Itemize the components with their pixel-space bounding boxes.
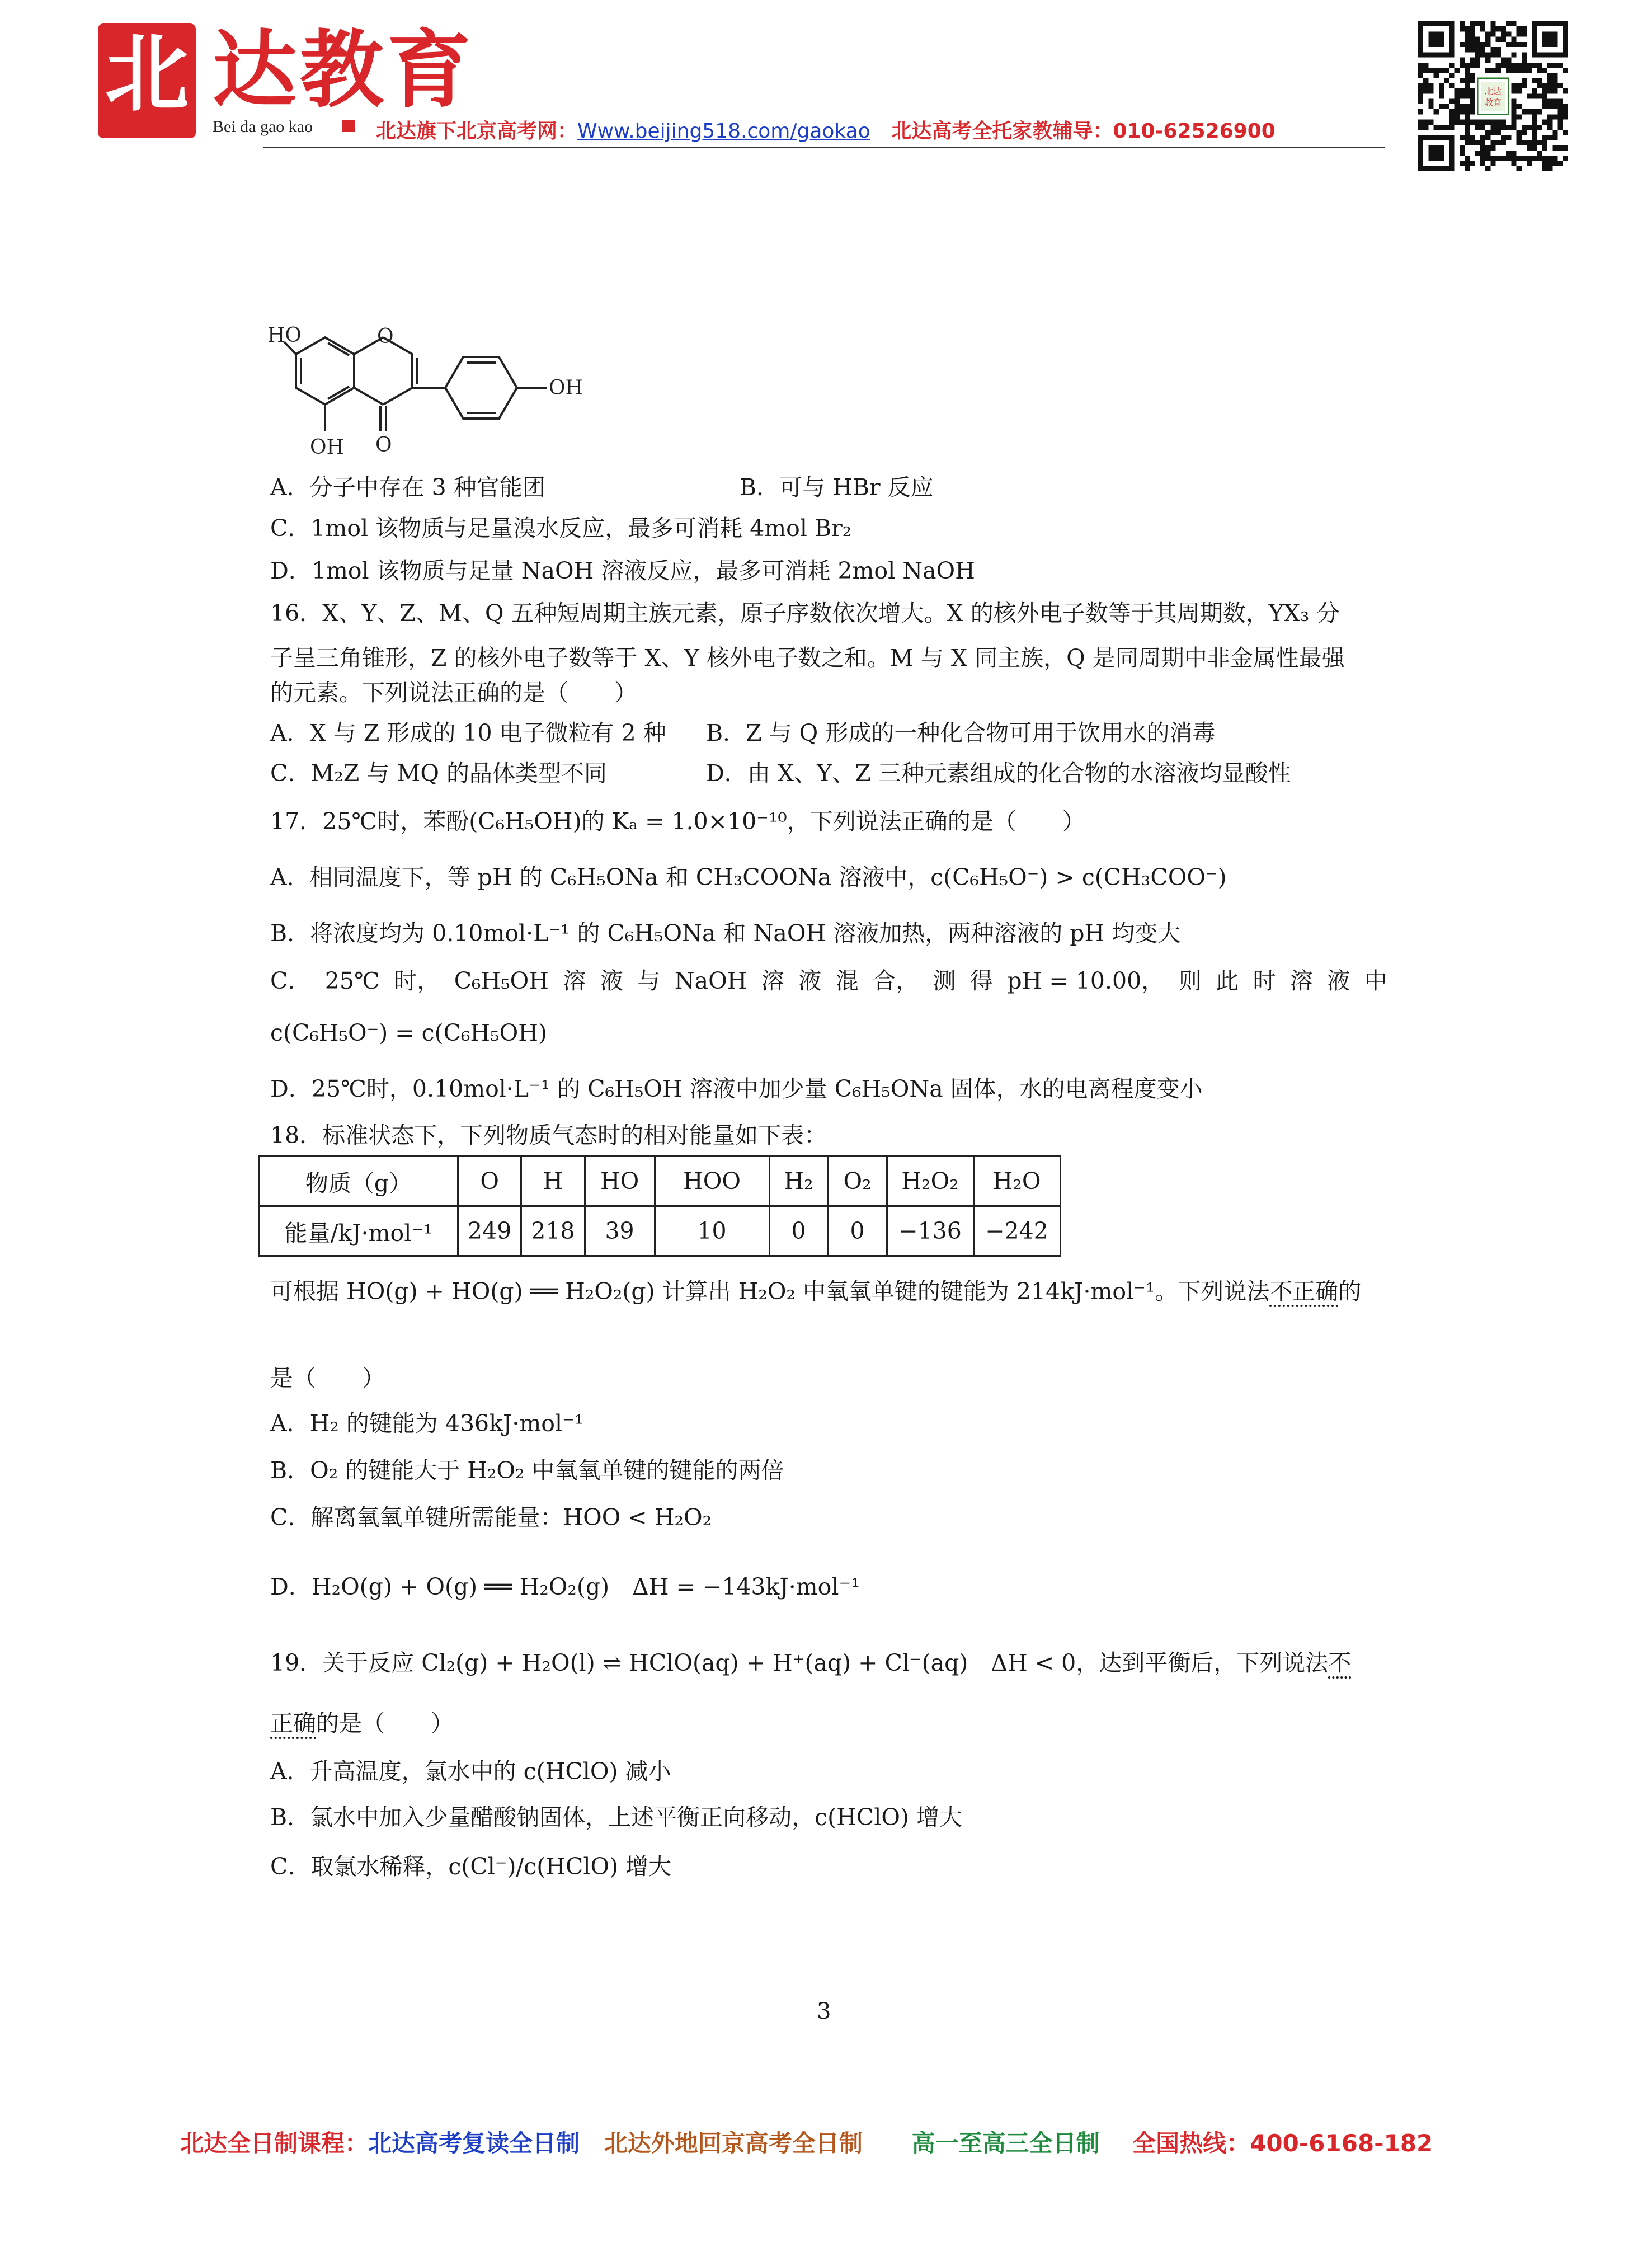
q17-option-c-line2: c(C₆H₅O⁻) = c(C₆H₅OH): [270, 1019, 547, 1046]
q17c-seg: 溶: [563, 967, 586, 994]
q17c-seg: 溶: [761, 967, 784, 994]
table-cell: 218: [521, 1206, 585, 1256]
table-row: [260, 1206, 1061, 1256]
table-cell: 249: [458, 1206, 521, 1256]
q18-emph-not-correct: 不正确: [1269, 1278, 1339, 1305]
qr-stamp-text-1: 北达: [1485, 87, 1502, 97]
header-info: [376, 115, 1276, 144]
tutoring-hotline: 北达高考全托家教辅导：010-62526900: [891, 120, 1276, 143]
site-prefix: 北达旗下北京高考网：: [376, 120, 578, 143]
q16-stem-1: 16．X、Y、Z、M、Q 五种短周期主族元素，原子序数依次增大。X 的核外电子数等于其周期数，YX₃ 分: [270, 600, 1340, 627]
isoflavone-structure: [267, 322, 637, 467]
table-cell: HO: [585, 1157, 655, 1206]
q17-option-a: A．相同温度下，等 pH 的 C₆H₅ONa 和 CH₃COONa 溶液中，c(C₆H₅O⁻) > c(CH₃COO⁻): [270, 864, 1227, 891]
q17c-seg: 与: [637, 967, 661, 994]
q16-stem-3: 的元素。下列说法正确的是（ ）: [270, 679, 637, 706]
q15-option-a: A．分子中存在 3 种官能团: [270, 474, 545, 501]
header-rule: [263, 147, 1385, 148]
q17c-seg: 此: [1216, 967, 1239, 994]
footer-courses: [180, 2125, 1433, 2159]
footer-hotline: 全国热线：400-6168-182: [1132, 2130, 1433, 2157]
footer-course-link[interactable]: 北达高考复读全日制: [368, 2130, 580, 2157]
q16-option-c: C．M₂Z 与 MQ 的晶体类型不同: [270, 760, 607, 787]
logo-badge-char: 北: [105, 25, 189, 123]
label-ring-o: O: [377, 325, 394, 348]
brand-square-icon: [342, 120, 355, 132]
q19-stem-line1: [270, 1648, 1351, 1677]
q18-explanation-line1: [270, 1277, 1361, 1306]
q17c-seg: 25℃: [324, 967, 380, 994]
q19-emph-not: 不: [1328, 1649, 1352, 1676]
q18-expl-text: 可根据 HO(g) + HO(g) ══ H₂O₂(g) 计算出 H₂O₂ 中氧氧单键的键能为 214kJ·mol⁻¹。下列说法: [270, 1278, 1270, 1305]
table-cell: H: [521, 1157, 585, 1206]
q18-expl-tail: 的: [1338, 1278, 1362, 1305]
table-cell: H₂: [769, 1157, 828, 1206]
q18-option-a: A．H₂ 的键能为 436kJ·mol⁻¹: [270, 1410, 584, 1437]
q17-option-c-line1: [270, 966, 1387, 995]
logo-text: 达教育: [213, 21, 475, 119]
q17c-seg: C．: [270, 967, 311, 994]
q19-option-b: B．氯水中加入少量醋酸钠固体，上述平衡正向移动，c(HClO) 增大: [270, 1804, 962, 1831]
table-cell: H₂O₂: [887, 1157, 973, 1206]
site-link[interactable]: Www.beijing518.com/gaokao: [577, 120, 870, 143]
footer-course-link[interactable]: 高一至高三全日制: [911, 2130, 1100, 2157]
q18-explanation-line2: 是（ ）: [270, 1365, 385, 1392]
q19-stem-text: 19．关于反应 Cl₂(g) + H₂O(l) ⇌ HClO(aq) + H⁺(aq) + Cl⁻(aq) ΔH < 0，达到平衡后，下列说法: [270, 1649, 1329, 1676]
energy-table: [258, 1155, 1061, 1257]
q15-option-c: C．1mol 该物质与足量溴水反应，最多可消耗 4mol Br₂: [270, 515, 852, 542]
q17c-seg: 液: [1327, 967, 1350, 994]
table-cell: O₂: [828, 1157, 887, 1206]
table-cell: 39: [585, 1206, 655, 1256]
label-carbonyl-o: O: [375, 434, 392, 457]
q17c-seg: 溶: [1289, 967, 1313, 994]
q15-option-d: D．1mol 该物质与足量 NaOH 溶液反应，最多可消耗 2mol NaOH: [270, 557, 975, 584]
table-cell: 0: [828, 1206, 887, 1256]
table-row-label: 能量/kJ·mol⁻¹: [260, 1206, 458, 1256]
footer-label: 北达全日制课程：: [180, 2130, 369, 2157]
q19-option-a: A．升高温度，氯水中的 c(HClO) 减小: [270, 1758, 671, 1785]
page-number: 3: [817, 1999, 831, 2024]
q17-stem: 17．25℃时，苯酚(C₆H₅OH)的 Kₐ = 1.0×10⁻¹⁰，下列说法正确的是（ ）: [270, 808, 1085, 835]
q17c-seg: 则: [1178, 967, 1202, 994]
label-ho: HO: [267, 324, 302, 347]
label-oh-5: OH: [310, 436, 344, 459]
table-cell: −242: [973, 1206, 1060, 1256]
qr-code-icon: [1418, 21, 1568, 171]
q18-stem: 18．标准状态下，下列物质气态时的相对能量如下表：: [270, 1122, 827, 1149]
q16-stem-2: 子呈三角锥形，Z 的核外电子数等于 X、Y 核外电子数之和。M 与 X 同主族，Q 是同周期中非金属性最强: [270, 645, 1345, 671]
q15-option-b: B．可与 HBr 反应: [740, 474, 934, 501]
q17c-seg: NaOH: [674, 967, 747, 994]
q17c-seg: 液: [798, 967, 822, 994]
q16-option-d: D．由 X、Y、Z 三种元素组成的化合物的水溶液均显酸性: [706, 760, 1291, 787]
q17c-seg: 时，: [394, 967, 440, 994]
table-cell: 10: [655, 1206, 769, 1256]
footer-course-link[interactable]: 北达外地回京高考全日制: [604, 2130, 863, 2157]
q16-option-a: A．X 与 Z 形成的 10 电子微粒有 2 种: [270, 720, 666, 746]
qr-stamp-text-2: 教育: [1485, 98, 1502, 108]
q19-stem-line2: [270, 1709, 454, 1738]
q17c-seg: C₆H₅OH: [454, 967, 549, 994]
q17c-seg: 中: [1364, 967, 1387, 994]
q17c-seg: 测: [933, 967, 956, 994]
label-oh-4p: OH: [549, 377, 583, 399]
q17-option-d: D．25℃时，0.10mol·L⁻¹ 的 C₆H₅OH 溶液中加少量 C₆H₅ONa 固体，水的电离程度变小: [270, 1075, 1203, 1102]
q17c-seg: 合，: [873, 967, 919, 994]
q16-option-b: B．Z 与 Q 形成的一种化合物可用于饮用水的消毒: [706, 720, 1216, 746]
q17c-seg: pH = 10.00，: [1007, 967, 1165, 994]
q17c-seg: 时: [1253, 967, 1276, 994]
table-row: [260, 1157, 1061, 1206]
q19-option-c: C．取氯水稀释，c(Cl⁻)/c(HClO) 增大: [270, 1853, 672, 1880]
q19-stem-tail: 的是（ ）: [316, 1710, 454, 1737]
table-cell: O: [458, 1157, 521, 1206]
table-cell: H₂O: [973, 1157, 1060, 1206]
q19-emph-correct: 正确: [270, 1710, 316, 1737]
q17c-seg: 得: [969, 967, 993, 994]
q17-option-b: B．将浓度均为 0.10mol·L⁻¹ 的 C₆H₅ONa 和 NaOH 溶液加热，两种溶液的 pH 均变大: [270, 920, 1181, 947]
table-header-label: 物质（g）: [260, 1157, 458, 1206]
q17c-seg: 液: [600, 967, 623, 994]
table-cell: −136: [887, 1206, 973, 1256]
brand-pinyin: Bei da gao kao: [213, 117, 313, 136]
q18-option-d: D．H₂O(g) + O(g) ══ H₂O₂(g) ΔH = −143kJ·mol⁻¹: [270, 1573, 860, 1600]
q18-option-b: B．O₂ 的键能大于 H₂O₂ 中氧氧单键的键能的两倍: [270, 1457, 784, 1484]
q18-option-c: C．解离氧氧单键所需能量：HOO < H₂O₂: [270, 1504, 712, 1531]
q17c-seg: 混: [835, 967, 859, 994]
table-cell: 0: [769, 1206, 828, 1256]
table-cell: HOO: [655, 1157, 769, 1206]
